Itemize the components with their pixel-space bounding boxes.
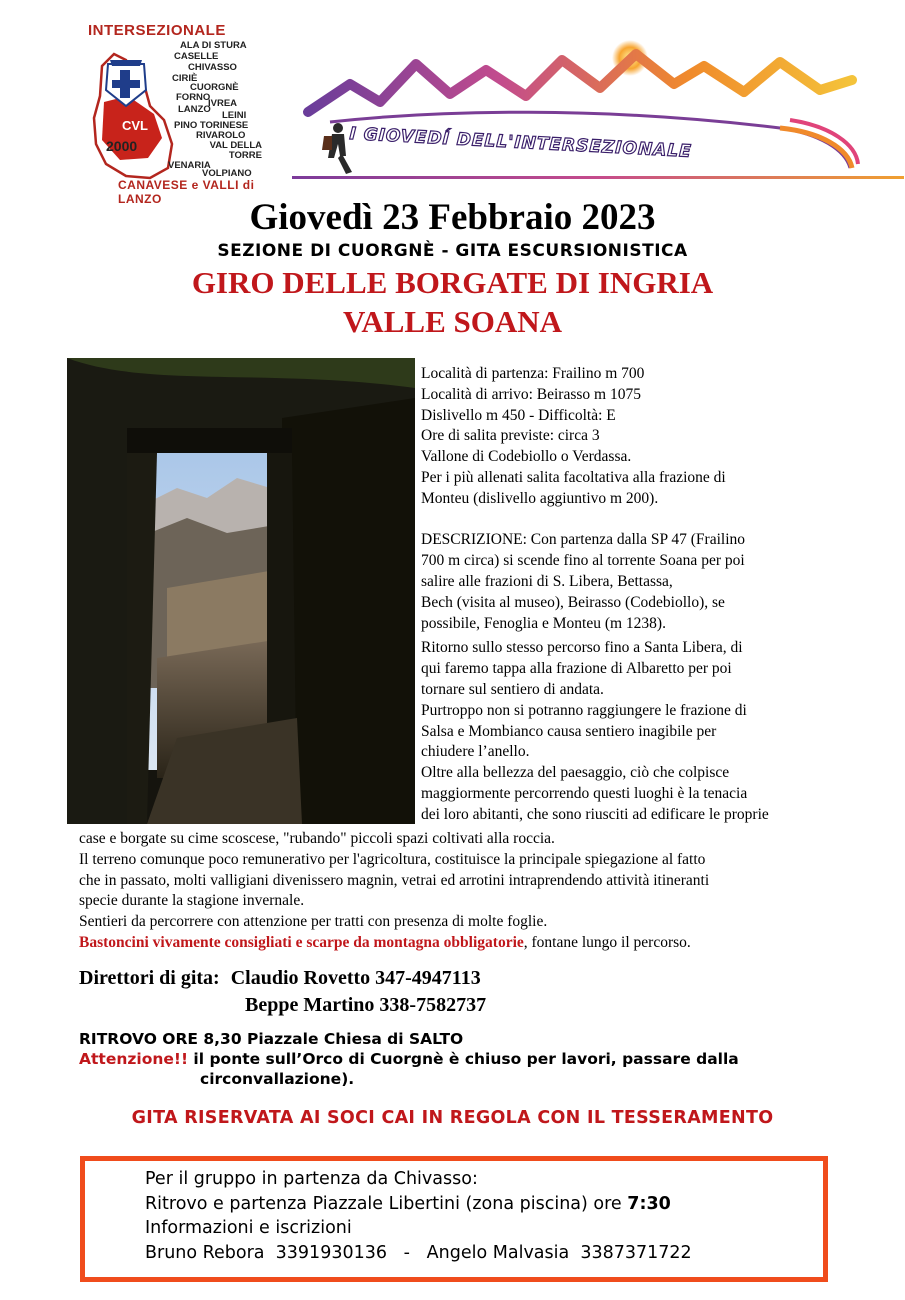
directors-label: Direttori di gita:: [79, 967, 220, 989]
logo-town: CHIVASSO: [188, 62, 237, 73]
director-2: Beppe Martino 338-7582737: [245, 994, 487, 1016]
trip-details: [421, 364, 841, 826]
detail-line: Dislivello m 450 - Difficoltà: E: [421, 406, 616, 424]
logo-town: IVREA: [208, 98, 238, 109]
chivasso-info-label: Informazioni e iscrizioni: [145, 1218, 352, 1238]
trip-description-continued: [79, 829, 839, 954]
text-line: che in passato, molti valligiani divenissero magnin, vetrai ed arrotini intraprendendo attività itineranti: [79, 871, 710, 889]
logo-town: CUORGNÈ: [190, 82, 239, 93]
return-line: chiudere l’anello.: [421, 743, 530, 761]
recommendation-line: [79, 933, 839, 954]
director-1: Claudio Rovetto 347-4947113: [230, 967, 481, 989]
description-line: 700 m circa) si scende fino al torrente Soana per poi: [421, 552, 745, 570]
stone-archway-photo: [67, 358, 415, 824]
detail-line: Località di partenza: Frailino m 700: [421, 365, 645, 382]
attention-text-cont: circonvallazione).: [200, 1070, 355, 1088]
mountains-icon: [300, 40, 860, 185]
banner-underline: [292, 176, 904, 179]
intersezionale-logo: [84, 22, 284, 206]
members-only-notice: GITA RISERVATA AI SOCI CAI IN REGOLA CON IL TESSERAMENTO: [131, 1108, 774, 1128]
logo-town: PINO TORINESE: [174, 120, 249, 131]
logo-year: 2000: [106, 138, 138, 154]
description-line: Bech (visita al museo), Beirasso (Codebiollo), se: [421, 593, 725, 611]
detail-line: Ore di salita previste: circa 3: [421, 427, 600, 445]
chivasso-contacts: Bruno Rebora 3391930136 - Angelo Malvasia 3387371722: [145, 1242, 692, 1263]
return-line: Ritorno sullo stesso percorso fino a Santa Libera, di: [421, 639, 743, 657]
logo-bottom: CANAVESE e VALLI di LANZO: [118, 178, 255, 206]
meeting-point: RITROVO ORE 8,30 Piazzale Chiesa di SALTO: [79, 1030, 464, 1048]
detail-line: Monteu (dislivello aggiuntivo m 200).: [421, 489, 659, 507]
logo-town: FORNO: [176, 92, 211, 103]
section-subtitle: SEZIONE DI CUORGNÈ - GITA ESCURSIONISTICA: [217, 241, 688, 261]
return-line: Salsa e Mombianco causa sentiero inagibile per: [421, 722, 717, 740]
attention-text: il ponte sull’Orco di Cuorgnè è chiuso per lavori, passare dalla: [188, 1050, 739, 1068]
chivasso-info-text: [145, 1167, 692, 1265]
description-line: DESCRIZIONE: Con partenza dalla SP 47 (Frailino: [421, 531, 746, 549]
attention-label: Attenzione!!: [79, 1050, 189, 1068]
giovedi-banner: [300, 40, 860, 185]
description-line: salire alle frazioni di S. Libera, Bettassa,: [421, 572, 673, 590]
equipment-warning: Bastoncini vivamente consigliati e scarpe da montagna obbligatorie: [79, 933, 524, 951]
chivasso-heading: Per il gruppo in partenza da Chivasso:: [145, 1169, 478, 1189]
logo-town: CASELLE: [174, 51, 219, 62]
return-line: Oltre alla bellezza del paesaggio, ciò che colpisce: [421, 764, 730, 782]
logo-town: VAL DELLA TORRE: [209, 140, 262, 161]
trail-photo: [67, 358, 415, 824]
detail-line: Vallone di Codebiollo o Verdassa.: [421, 448, 632, 466]
return-line: dei loro abitanti, che sono riusciti ad edificare le proprie: [421, 805, 769, 823]
logo-town: LEINI: [222, 110, 247, 121]
banner-text: I GIOVEDÍ DELL'INTERSEZIONALE: [348, 124, 693, 162]
hiker-icon: [322, 123, 352, 174]
detail-line: Località di arrivo: Beirasso m 1075: [421, 385, 641, 403]
text-line: case e borgate su cime scoscese, "rubando" piccoli spazi coltivati alla roccia.: [79, 830, 555, 847]
logo-town: ALA DI STURA: [180, 40, 247, 51]
logo-town: CIRIÈ: [172, 73, 198, 84]
description-line: possibile, Fenoglia e Monteu (m 1238).: [421, 614, 666, 632]
meeting-info: [79, 1029, 739, 1089]
chivasso-meeting: Ritrovo e partenza Piazzale Libertini (zona piscina) ore: [145, 1193, 628, 1214]
spacer: [421, 510, 841, 531]
return-line: qui faremo tappa alla frazione di Albaretto per poi: [421, 660, 732, 678]
text-line: Sentieri da percorrere con attenzione per tratti con presenza di molte foglie.: [79, 913, 548, 931]
logo-title: INTERSEZIONALE: [88, 22, 226, 39]
logo-town: VENARIA: [168, 160, 211, 171]
chivasso-time: 7:30: [627, 1193, 671, 1214]
logo-town: LANZO: [178, 104, 211, 115]
trip-directors: [79, 965, 486, 1019]
logo-town: VOLPIANO: [202, 168, 252, 179]
text-line: specie durante la stagione invernale.: [79, 892, 305, 910]
detail-line: Per i più allenati salita facoltativa alla frazione di: [421, 468, 726, 486]
trip-date: Giovedì 23 Febbraio 2023: [249, 197, 656, 238]
return-line: maggiormente percorrendo questi luoghi è la tenacia: [421, 784, 748, 802]
return-line: tornare sul sentiero di andata.: [421, 680, 604, 698]
trip-valley: VALLE SOANA: [342, 304, 563, 339]
text-line: Il terreno comunque poco remunerativo per l'agricoltura, costituisce la principale spiegazione al fatto: [79, 850, 706, 868]
trip-title: GIRO DELLE BORGATE DI INGRIA: [191, 265, 714, 300]
equipment-note: , fontane lungo il percorso.: [523, 933, 691, 951]
logo-town: RIVAROLO: [196, 130, 246, 141]
logo-cvl: CVL: [122, 118, 148, 133]
return-line: Purtroppo non si potranno raggiungere le frazione di: [421, 701, 747, 719]
